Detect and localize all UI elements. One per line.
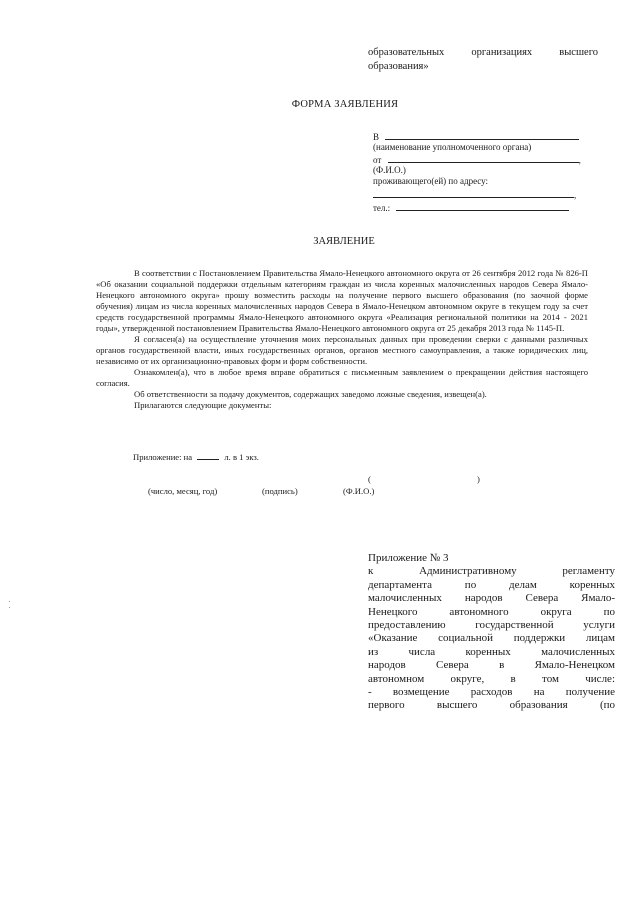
- comma: ,: [578, 155, 581, 165]
- scan-speck: [9, 607, 10, 608]
- address-field[interactable]: [373, 188, 577, 200]
- fio-open-paren: (: [368, 474, 371, 484]
- annex-line: Ненецкого автономного округа по: [368, 605, 615, 618]
- fio-close-paren: ): [477, 474, 480, 484]
- annex-block: [368, 552, 615, 713]
- annex-line: народов Севера в Ямало-Ненецком: [368, 659, 615, 672]
- fio-caption: (Ф.И.О.): [373, 164, 406, 175]
- from-prefix: от: [373, 155, 382, 165]
- annex-line: первого высшего образования (по: [368, 699, 615, 712]
- signature-caption: (подпись): [262, 486, 298, 496]
- statement-body: [96, 268, 588, 411]
- phone-prefix: тел.:: [373, 203, 391, 213]
- header-line: образования»: [368, 61, 429, 72]
- to-prefix: В: [373, 132, 380, 142]
- sheets-field[interactable]: [197, 450, 219, 460]
- organ-caption: (наименование уполномоченного органа): [373, 141, 532, 152]
- organ-field[interactable]: [385, 130, 579, 140]
- annex-line: к Административному регламенту: [368, 565, 615, 578]
- appendix-prefix: Приложение: на: [133, 452, 193, 462]
- paragraph: В соответствии с Постановлением Правительства Ямало-Ненецкого автономного округа от 26 сентября 2012 года № 826-П «Об оказании социальной поддержки отдельным категориям граждан из числа коренных малочисленных народов Севера Ямало-Ненецкого автономного округа» прошу возместить расходы на получение первого высшего образования (по заочной форме обучения) лицам из числа коренных малочисленных народов Севера в Ямало-Ненецком автономном округе в текущем году за счет средств государственной программы Ямало-Ненецкого автономного округа «Реализация региональной политики на 2014 - 2021 годы», утвержденной постановлением Правительства Ямало-Ненецкого автономного округа от 25 декабря 2013 года № 1145-П.: [96, 268, 588, 333]
- header-line: образовательных организациях высшего: [368, 47, 598, 58]
- residence-caption: проживающего(ей) по адресу:: [373, 176, 489, 186]
- paragraph: Я согласен(а) на осуществление уточнения моих персональных данных при проведении сверки с данными различных органов государственной власти, иных государственных органов, органов местного самоуправления, а также юридических лиц, независимо от их организационно-правовых форм и форм собственности.: [96, 334, 588, 366]
- form-title: ФОРМА ЗАЯВЛЕНИЯ: [291, 99, 399, 110]
- statement-title: ЗАЯВЛЕНИЕ: [313, 236, 375, 247]
- annex-line: из числа коренных малочисленных: [368, 645, 615, 658]
- annex-line: департамента по делам коренных: [368, 578, 615, 591]
- annex-line: предоставлению государственной услуги: [368, 619, 615, 632]
- annex-line: автономном округе, в том числе:: [368, 672, 615, 685]
- fio-signature-caption: (Ф.И.О.): [343, 486, 375, 496]
- address-block: [373, 130, 613, 213]
- annex-line: - возмещение расходов на получение: [368, 686, 615, 699]
- date-caption: (число, месяц, год): [148, 486, 218, 496]
- appendix-line: [133, 450, 259, 462]
- annex-line: Приложение № 3: [368, 552, 449, 564]
- phone-field[interactable]: [396, 201, 569, 211]
- paragraph: Об ответственности за подачу документов, содержащих заведомо ложные сведения, извещен(а).: [134, 389, 487, 399]
- appendix-suffix: л. в 1 экз.: [224, 452, 259, 462]
- annex-line: малочисленных народов Севера Ямало-: [368, 592, 615, 605]
- header-caption: [368, 46, 598, 74]
- annex-line: «Оказание социальной поддержки лицам: [368, 632, 615, 645]
- fio-field[interactable]: [388, 153, 579, 163]
- scan-speck: [9, 601, 10, 602]
- paragraph: Прилагаются следующие документы:: [134, 400, 272, 410]
- paragraph: Ознакомлен(а), что в любое время вправе обратиться с письменным заявлением о прекращении действия настоящего согласия.: [96, 367, 588, 388]
- comma: ,: [574, 189, 577, 200]
